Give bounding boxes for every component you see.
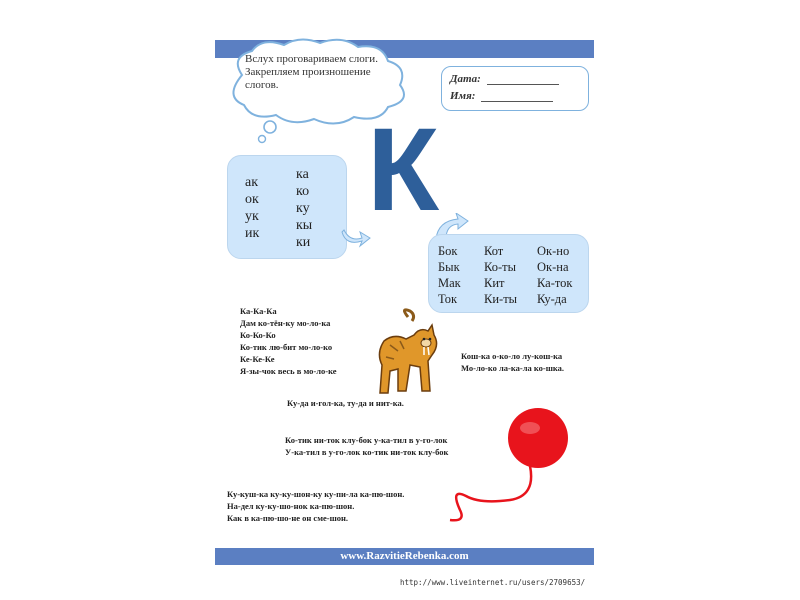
rhyme-line: Ку-да и-гол-ка, ту-да и нит-ка. — [287, 398, 404, 408]
rhyme-line: Ко-Ко-Ко — [240, 330, 276, 340]
words-col-3 — [537, 243, 573, 307]
rhyme-line: Ко-тик ни-ток клу-бок у-ка-тил в у-го-лок — [285, 435, 448, 445]
syllable: ку — [296, 201, 310, 216]
rhyme-line: Я-зы-чок весь в мо-ло-ке — [240, 366, 337, 376]
word: Ок-но — [537, 244, 570, 258]
rhyme-line: На-дел ку-ку-шо-нок ка-пю-шон. — [227, 501, 355, 511]
bubble-1-arrow — [336, 222, 376, 252]
word: Мак — [438, 276, 461, 290]
big-letter-k — [363, 118, 443, 218]
word: Бык — [438, 260, 460, 274]
rhyme-line: Ку-куш-ка ку-ку-шон-ку ку-пи-ла ка-пю-шон. — [227, 489, 405, 499]
yarn-ball-illustration — [440, 400, 580, 530]
word: Кот — [484, 244, 504, 258]
rhyme-block-3 — [287, 397, 404, 409]
word: Ок-на — [537, 260, 569, 274]
word: Бок — [438, 244, 458, 258]
cat-illustration — [370, 305, 440, 397]
rhyme-line: Как в ка-пю-шо-не он сме-шон. — [227, 513, 349, 523]
date-line — [487, 74, 559, 85]
rhyme-block-2 — [461, 350, 564, 374]
rhyme-line: Ка-Ка-Ка — [240, 306, 277, 316]
rhyme-line: Ке-Ке-Ке — [240, 354, 275, 364]
syllable: кы — [296, 218, 313, 233]
rhyme-line: Дам ко-тён-ку мо-ло-ка — [240, 318, 331, 328]
date-row — [450, 73, 559, 85]
rhyme-block-5 — [227, 488, 404, 524]
words-col-2 — [484, 243, 517, 307]
word: Ко-ты — [484, 260, 516, 274]
word: Ка-ток — [537, 276, 573, 290]
date-name-box — [441, 66, 589, 111]
syllable: ик — [245, 226, 260, 241]
syllables-bubble — [227, 155, 347, 259]
syllable: ка — [296, 167, 309, 182]
cloud-instruction-text: Вслух проговариваем слоги. Закрепляем произношение слогов. — [245, 53, 378, 91]
site-footer-bar: www.RazvitieRebenka.com — [215, 548, 594, 565]
syllables-col-2 — [296, 166, 312, 251]
rhyme-block-4 — [285, 434, 448, 458]
source-url: http://www.liveinternet.ru/users/2709653/ — [400, 578, 586, 587]
date-label: Дата: — [450, 73, 481, 85]
syllable: ко — [296, 184, 310, 199]
syllables-col-1 — [245, 174, 259, 242]
rhyme-line: Кош-ка о-ко-ло лу-кош-ка — [461, 351, 563, 361]
syllable: ки — [296, 235, 311, 250]
name-line — [481, 91, 553, 102]
name-label: Имя: — [450, 90, 476, 102]
syllable: ак — [245, 175, 259, 190]
rhyme-line: У-ка-тил в у-го-лок ко-тик ни-ток клу-бок — [285, 447, 449, 457]
word: Ки-ты — [484, 292, 518, 306]
words-bubble — [428, 234, 589, 313]
syllable: ок — [245, 192, 259, 207]
rhyme-line: Ко-тик лю-бит мо-ло-ко — [240, 342, 333, 352]
rhyme-block-1 — [240, 305, 337, 377]
name-row — [450, 90, 553, 102]
word: Кит — [484, 276, 505, 290]
words-col-1 — [438, 243, 461, 307]
word: Ку-да — [537, 292, 567, 306]
syllable: ук — [245, 209, 259, 224]
rhyme-line: Мо-ло-ко ла-ка-ла ко-шка. — [461, 363, 565, 373]
word: Ток — [438, 292, 458, 306]
letter-k-text: К — [366, 118, 440, 218]
